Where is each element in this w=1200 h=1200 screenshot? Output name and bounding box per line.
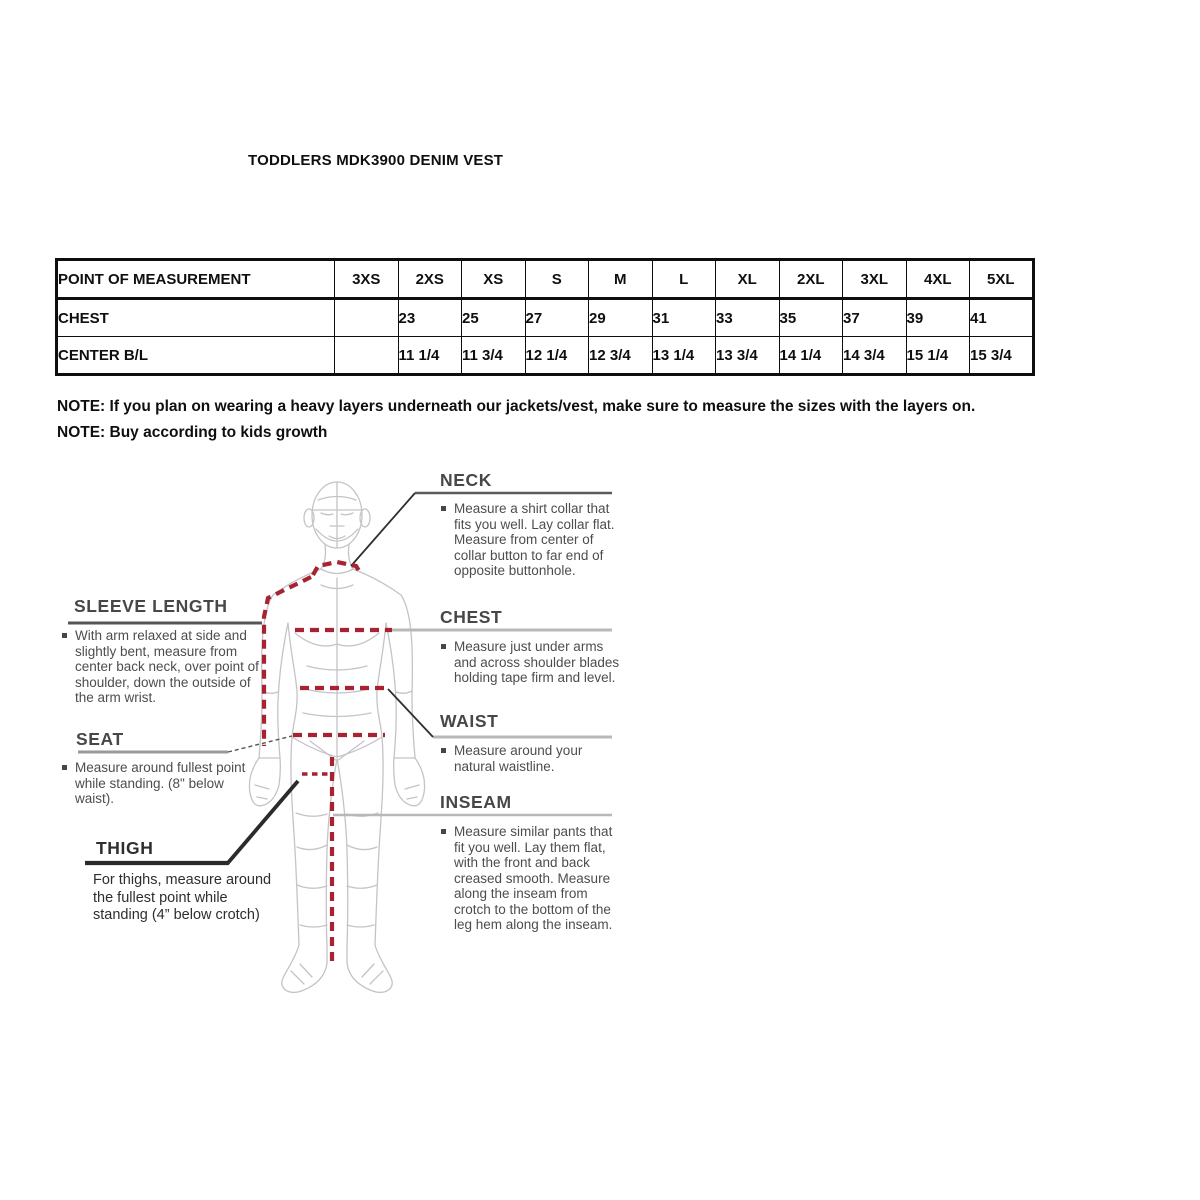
column-header: 5XL <box>970 260 1034 299</box>
cell-value: 29 <box>589 299 653 337</box>
cell-value: 14 3/4 <box>843 337 907 375</box>
column-header: XS <box>462 260 526 299</box>
bullet-square-icon <box>441 644 446 649</box>
section-text-chest: Measure just under arms and across shoulder blades holding tape firm and level. <box>441 639 623 686</box>
section-title-inseam: INSEAM <box>440 792 512 812</box>
cell-value: 31 <box>652 299 716 337</box>
column-header: 3XS <box>335 260 399 299</box>
note-layers: NOTE: If you plan on wearing a heavy layers underneath our jackets/vest, make sure to measure the sizes with the layers on. <box>57 398 976 415</box>
column-header: POINT OF MEASUREMENT <box>57 260 335 299</box>
bullet-square-icon <box>62 765 67 770</box>
section-title-seat: SEAT <box>76 729 124 749</box>
note-kids-growth: NOTE: Buy according to kids growth <box>57 424 328 441</box>
column-header: XL <box>716 260 780 299</box>
cell-value: 23 <box>398 299 462 337</box>
section-title-sleeve-length: SLEEVE LENGTH <box>74 596 228 616</box>
cell-value: 15 3/4 <box>970 337 1034 375</box>
column-header: 2XS <box>398 260 462 299</box>
cell-value: 12 3/4 <box>589 337 653 375</box>
cell-value: 11 3/4 <box>462 337 526 375</box>
cell-value: 11 1/4 <box>398 337 462 375</box>
bullet-square-icon <box>441 748 446 753</box>
measurement-lines <box>264 562 392 962</box>
cell-value: 35 <box>779 299 843 337</box>
cell-value: 37 <box>843 299 907 337</box>
section-title-waist: WAIST <box>440 711 499 731</box>
section-text-sleeve-length: With arm relaxed at side and slightly bent, measure from center back neck, over point of shoulder, down the outside of the arm wrist. <box>62 628 267 706</box>
column-header: S <box>525 260 589 299</box>
section-title-thigh: THIGH <box>96 838 154 858</box>
column-header: M <box>589 260 653 299</box>
waist-leader-line <box>388 689 433 737</box>
section-title-neck: NECK <box>440 470 492 490</box>
row-label: CHEST <box>57 299 335 337</box>
section-text-inseam: Measure similar pants that fit you well. Lay them flat, with the front and back creased smooth. Measure along the inseam from crotch to the bottom of the leg hem along the inseam. <box>441 824 623 933</box>
section-text-seat: Measure around fullest point while standing. (8" below waist). <box>62 760 247 807</box>
section-title-chest: CHEST <box>440 607 503 627</box>
cell-value: 27 <box>525 299 589 337</box>
bullet-square-icon <box>441 829 446 834</box>
row-label: CENTER B/L <box>57 337 335 375</box>
cell-value: 14 1/4 <box>779 337 843 375</box>
bullet-square-icon <box>62 633 67 638</box>
cell-value: 33 <box>716 299 780 337</box>
section-text-waist: Measure around your natural waistline. <box>441 743 619 774</box>
column-header: 2XL <box>779 260 843 299</box>
column-header: L <box>652 260 716 299</box>
column-header: 3XL <box>843 260 907 299</box>
column-header: 4XL <box>906 260 970 299</box>
mannequin-outline <box>249 482 424 992</box>
sleeve-measure-line <box>264 577 311 746</box>
cell-value: 41 <box>970 299 1034 337</box>
cell-value: 12 1/4 <box>525 337 589 375</box>
cell-value: 13 1/4 <box>652 337 716 375</box>
section-text-neck: Measure a shirt collar that fits you well. Lay collar flat. Measure from center of collar button to far end of opposite buttonhole. <box>441 501 619 579</box>
cell-value: 39 <box>906 299 970 337</box>
cell-value: 15 1/4 <box>906 337 970 375</box>
cell-value: 13 3/4 <box>716 337 780 375</box>
document-title: TODDLERS MDK3900 DENIM VEST <box>248 152 504 169</box>
section-text-thigh: For thighs, measure around the fullest point while standing (4” below crotch) <box>93 872 272 923</box>
cell-value: 25 <box>462 299 526 337</box>
bullet-square-icon <box>441 506 446 511</box>
